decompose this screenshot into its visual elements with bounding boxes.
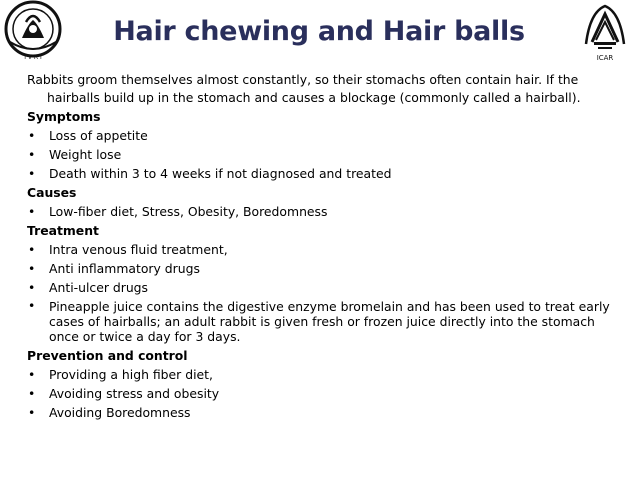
- list-item: • Avoiding stress and obesity: [27, 385, 627, 403]
- list-symptoms: [27, 127, 627, 183]
- heading-treatment: Treatment: [27, 223, 99, 238]
- slide-body: [27, 71, 627, 423]
- heading-symptoms: Symptoms: [27, 109, 101, 124]
- icar-logo-text: ICAR: [596, 54, 614, 62]
- list-item: • Providing a high fiber diet,: [27, 366, 627, 384]
- list-item: • Low-fiber diet, Stress, Obesity, Boredomness: [27, 203, 627, 221]
- list-item: • Intra venous fluid treatment,: [27, 241, 627, 259]
- intro-paragraph: Rabbits groom themselves almost constantly, so their stomachs often contain hair. If the hairballs build up in the stomach and causes a blockage (commonly called a hairball).: [27, 72, 581, 105]
- list-prevention: [27, 366, 627, 422]
- slide-title: Hair chewing and Hair balls: [113, 16, 525, 47]
- list-item: • Avoiding Boredomness: [27, 404, 627, 422]
- list-item: • Loss of appetite: [27, 127, 627, 145]
- list-item: • Death within 3 to 4 weeks if not diagnosed and treated: [27, 165, 627, 183]
- list-item: • Anti inflammatory drugs: [27, 260, 627, 278]
- ivri-logo-text: I V R I: [24, 54, 42, 61]
- heading-prevention: Prevention and control: [27, 348, 188, 363]
- list-item: • Weight lose: [27, 146, 627, 164]
- list-item: • Anti-ulcer drugs: [27, 279, 627, 297]
- heading-causes: Causes: [27, 185, 77, 200]
- list-treatment: [27, 241, 627, 346]
- list-causes: [27, 203, 627, 221]
- list-item: • Pineapple juice contains the digestive enzyme bromelain and has been used to treat early cases of hairballs; an adult rabbit is given fresh or frozen juice directly into the stomach once or twice a day for 3 days.: [27, 298, 627, 346]
